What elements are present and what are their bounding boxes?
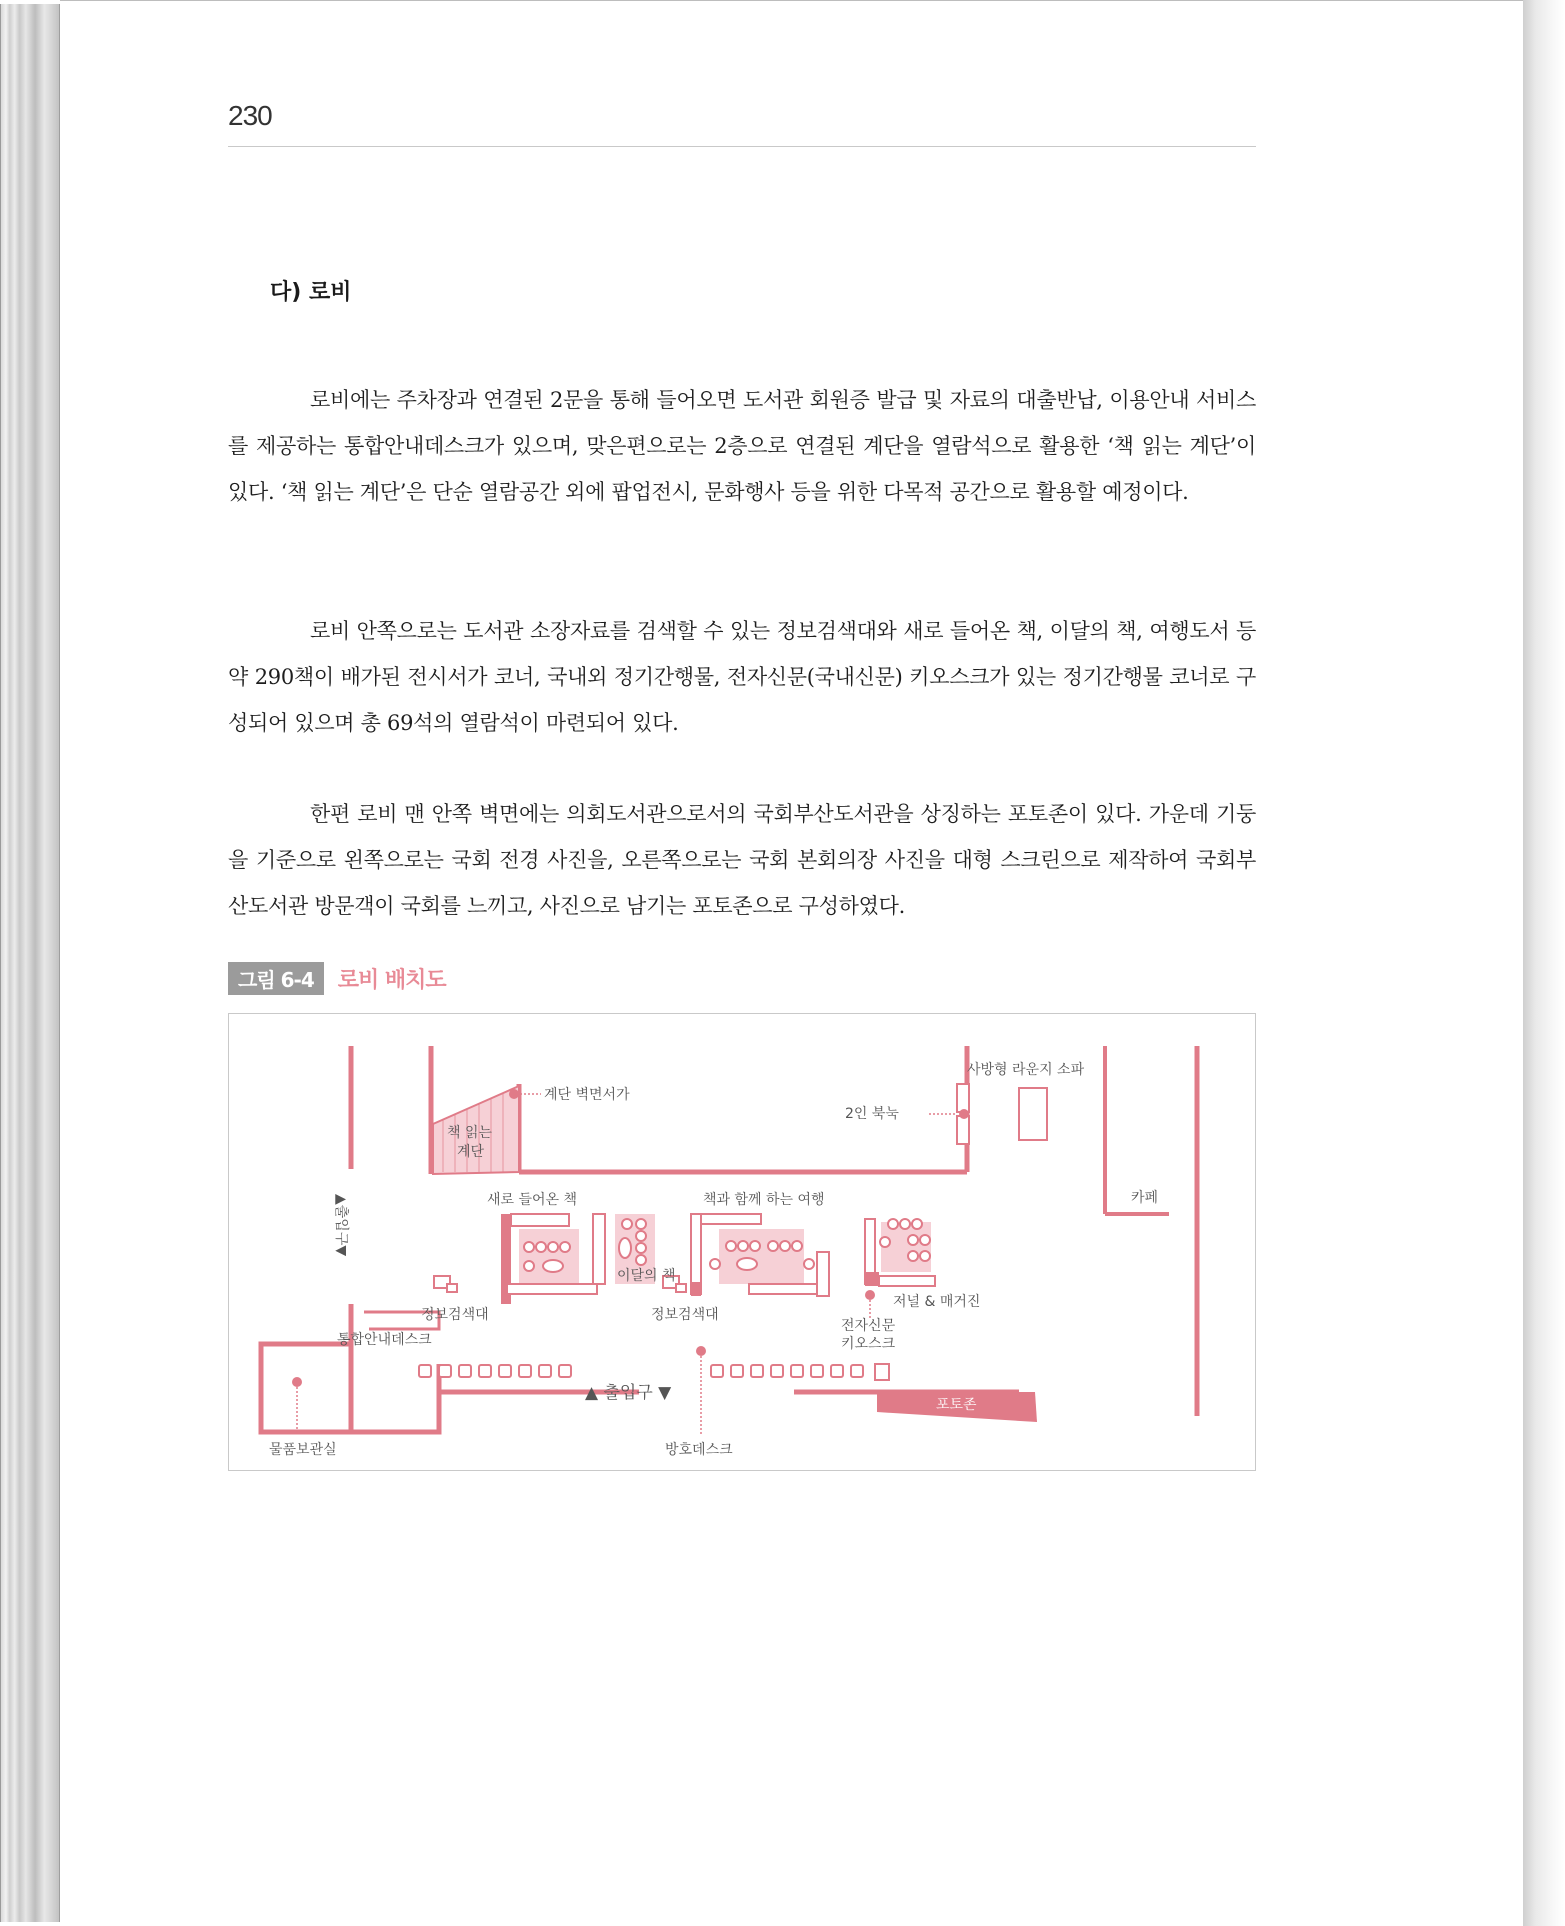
- figure-number: 그림 6-4: [228, 962, 324, 995]
- label-books-of-month: 이달의 책: [617, 1268, 676, 1284]
- travel-shelf-right: [817, 1252, 829, 1296]
- label-info-search-left: 정보검색대: [421, 1307, 489, 1323]
- storage-marker: [292, 1377, 302, 1387]
- stairs-bookshelf-marker: [509, 1089, 519, 1099]
- book-nook-a: [957, 1084, 969, 1112]
- paragraph-3: 한편 로비 맨 안쪽 벽면에는 의회도서관으로서의 국회부산도서관을 상징하는 포토존이 있다. 가운데 기둥을 기준으로 왼쪽으로는 국회 전경 사진을, 오른쪽으로는 국회 본회의장 사진을 대형 스크린으로 제작하여 국회부산도서관 방문객이 국회를 느끼고, 사진으로 남기는 포토존으로 구성하였다.: [228, 802, 1256, 918]
- books-of-month-base: [507, 1284, 597, 1294]
- floor-plan-svg: [229, 1014, 1255, 1470]
- label-info-desk: 통합안내데스크: [337, 1332, 432, 1348]
- enews-kiosk-block: [865, 1272, 879, 1286]
- enews-kiosk-marker: [865, 1290, 875, 1300]
- page-number: 230: [228, 100, 272, 131]
- journals-counter: [879, 1276, 935, 1286]
- label-lounge-sofa: 사방형 라운지 소파: [967, 1062, 1085, 1078]
- label-storage-room: 물품보관실: [269, 1442, 337, 1458]
- figure-caption: [228, 964, 446, 992]
- new-books-table: [519, 1229, 579, 1284]
- label-enews-kiosk-1: 전자신문: [841, 1318, 896, 1334]
- label-stairs-bookshelf: 계단 벽면서가: [544, 1087, 630, 1103]
- lobby-floor-plan: [228, 1013, 1256, 1471]
- lounge-sofa: [1019, 1088, 1047, 1140]
- header-rule: [228, 146, 1256, 147]
- page-edge-shadow: [1523, 0, 1565, 1926]
- book-nook-b: [957, 1116, 969, 1144]
- label-travel-books: 책과 함께 하는 여행: [703, 1192, 825, 1208]
- label-journals-magazines: 저널 & 매거진: [893, 1294, 981, 1310]
- label-cafe: 카페: [1131, 1190, 1159, 1206]
- label-reading-stairs-1: 책 읽는: [447, 1125, 493, 1141]
- travel-counter: [701, 1214, 761, 1224]
- pillar: [875, 1364, 889, 1380]
- label-main-entrance: ▲ 출입구 ▼: [585, 1383, 672, 1403]
- book-page-stack: [0, 4, 63, 1922]
- books-of-month-shelf: [593, 1214, 605, 1284]
- new-books-counter: [511, 1214, 569, 1226]
- label-info-search-right: 정보검색대: [651, 1307, 719, 1323]
- label-side-exit: ▲출입구▼: [333, 1194, 349, 1257]
- label-reading-stairs-2: 계단: [457, 1144, 485, 1160]
- label-new-books: 새로 들어온 책: [487, 1192, 578, 1208]
- label-photo-zone: 포토존: [936, 1397, 977, 1413]
- label-enews-kiosk-2: 키오스크: [841, 1336, 896, 1352]
- info-search-right-block: [691, 1282, 701, 1296]
- security-desk-marker: [696, 1346, 706, 1356]
- bench-seats-left: [419, 1365, 571, 1377]
- label-book-nook: 2인 북눅: [845, 1106, 899, 1122]
- paragraph-2: 로비 안쪽으로는 도서관 소장자료를 검색할 수 있는 정보검색대와 새로 들어온 책, 이달의 책, 여행도서 등 약 290책이 배가된 전시서가 코너, 국내외 정기간행물, 전자신문(국내신문) 키오스크가 있는 정기간행물 코너로 구성되어 있으며 총 69석의 열람석이 마련되어 있다.: [228, 619, 1256, 735]
- book-nook-marker: [959, 1109, 969, 1119]
- bench-seats-right: [711, 1365, 863, 1377]
- figure-title: 로비 배치도: [337, 967, 446, 993]
- paragraph-1: 로비에는 주차장과 연결된 2문을 통해 들어오면 도서관 회원증 발급 및 자료의 대출반납, 이용안내 서비스를 제공하는 통합안내데스크가 있으며, 맞은편으로는 2층으로 연결된 계단을 열람석으로 활용한 ‘책 읽는 계단’이 있다. ‘책 읽는 계단’은 단순 열람공간 외에 팝업전시, 문화행사 등을 위한 다목적 공간으로 활용할 예정이다.: [228, 388, 1256, 504]
- travel-table: [719, 1229, 804, 1284]
- section-heading: 다) 로비: [270, 280, 352, 305]
- label-security-desk: 방호데스크: [665, 1442, 733, 1458]
